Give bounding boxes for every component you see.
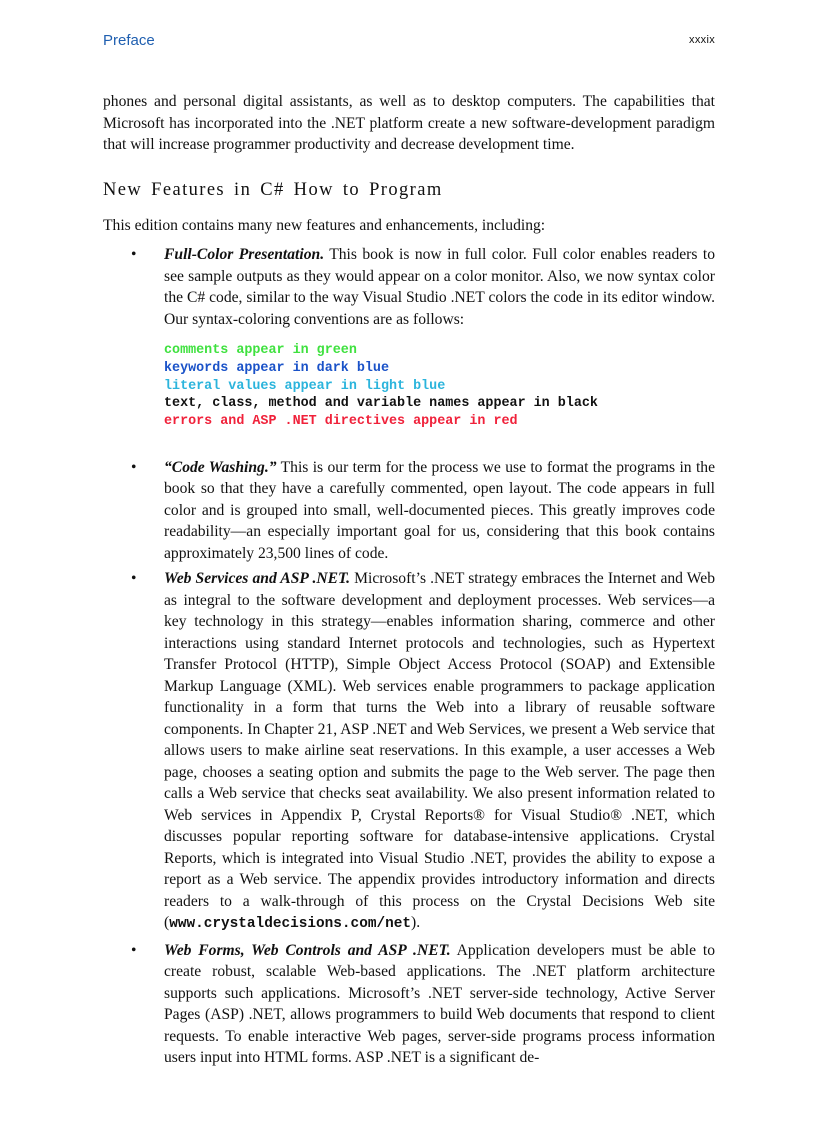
- running-head: [103, 32, 715, 54]
- feature-list: [103, 244, 715, 1073]
- bullet-icon: •: [131, 570, 137, 588]
- feature-term: Web Forms, Web Controls and ASP .NET.: [164, 941, 451, 959]
- syntax-color-legend: [164, 342, 715, 431]
- feature-term: “Code Washing.”: [164, 458, 277, 476]
- legend-errors: errors and ASP .NET directives appear in red: [164, 414, 518, 430]
- url-link[interactable]: www.crystaldecisions.com/net: [169, 916, 412, 933]
- list-item-text: [164, 457, 715, 565]
- paragraph: phones and personal digital assistants, as well as to desktop computers. The capabilities that Microsoft has incorporated into the .NET platform create a new software-development paradigm that will increase programmer productivity and decrease development time.: [103, 93, 715, 153]
- feature-description: This book is now in full color. Full color enables readers to see sample outputs as they would appear on a color monitor. Also, we now syntax color the C# code, similar to the way Visual Studio .NET colors the code in its editor window. Our syntax-coloring conventions are as follows:: [164, 246, 715, 328]
- section-heading: New Features in C# How to Program: [103, 180, 443, 200]
- feature-description: Application developers must be able to create robust, scalable Web-based applications. The .NET platform architecture supports such applications. Microsoft’s .NET server-side technology, Active Server Pages (ASP) .NET, allows programmers to build Web documents that respond to client requests. To enable interactive Web pages, server-side programs process information users input into HTML forms. ASP .NET is a significant de-: [164, 941, 715, 1067]
- list-item-text: [164, 568, 715, 936]
- feature-term: Full-Color Presentation.: [164, 246, 325, 263]
- list-item: [103, 940, 715, 1069]
- feature-description-end: ).: [411, 914, 421, 932]
- list-item: [103, 457, 715, 565]
- legend-comments: comments appear in green: [164, 343, 357, 358]
- list-item-text: [164, 244, 715, 330]
- section-title: Preface: [103, 32, 155, 49]
- page-number: xxxix: [689, 34, 715, 46]
- legend-literals: literal values appear in light blue: [164, 378, 446, 394]
- list-item: [103, 244, 715, 431]
- feature-description: This is our term for the process we use to format the programs in the book so that they have a carefully commented, open layout. The code appears in full color and is grouped into small, well-documented pieces. This greatly improves code readability—an especially important goal for us, considering that this book contains approximately 23,500 lines of code.: [164, 458, 715, 562]
- intro-paragraph: This edition contains many new features and enhancements, including:: [103, 217, 546, 234]
- bullet-icon: •: [131, 458, 137, 476]
- list-item: [103, 568, 715, 936]
- list-item-text: [164, 940, 715, 1069]
- legend-text: text, class, method and variable names appear in black: [164, 396, 598, 412]
- feature-description: Microsoft’s .NET strategy embraces the Internet and Web as integral to the software development and deployment processes. Web services—a key technology in this strategy—enables information sharing, commerce and other interactions using standard Internet protocols and technologies, such as Hypertext Transfer Protocol (HTTP), Simple Object Access Protocol (SOAP) and Extensible Markup Language (XML). Web services enable programmers to package application functionality in a form that turns the Web into a library of reusable software components. In Chapter 21, ASP .NET and Web Services, we present a Web service that allows users to make airline seat reservations. In this example, a user accesses a Web page, chooses a seating option and submits the page to the Web server. The page then calls a Web service that checks seat availability. We also present information related to Web services in Appendix P, Crystal Reports® for Visual Studio® .NET, which discusses popular reporting software for database-intensive applications. Crystal Reports, which is integrated into Visual Studio .NET, provides the ability to expose a report as a Web service. The appendix provides introductory information and directs readers to a walk-through of this process on the Crystal Decisions Web site (: [164, 570, 715, 932]
- feature-term: Web Services and ASP .NET.: [164, 570, 350, 588]
- bullet-icon: •: [131, 941, 137, 959]
- bullet-icon: •: [131, 246, 137, 263]
- legend-keywords: keywords appear in dark blue: [164, 360, 389, 376]
